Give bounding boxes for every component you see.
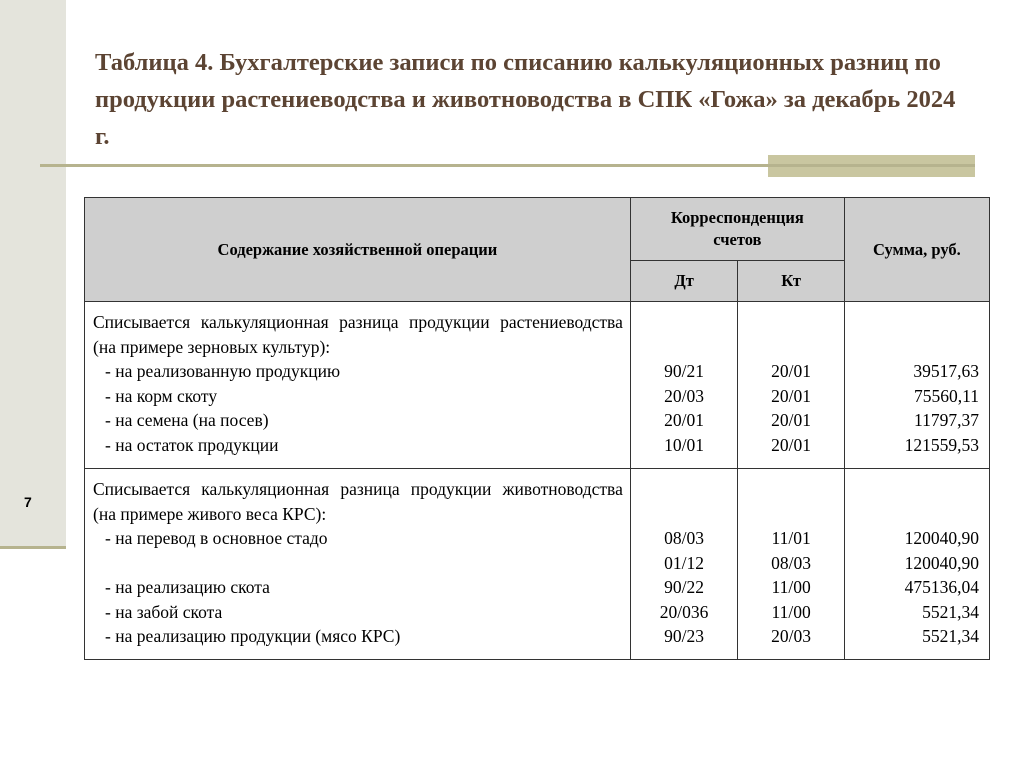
title-divider [40,164,975,167]
list-item: - на корм скоту [105,385,218,406]
credit-value: 20/01 [771,410,812,430]
table-row [85,469,990,660]
group-intro: Списывается калькуляционная разница продукции растениеводства (на примере зерновых культур): [93,312,623,357]
sum-value: 11797,37 [914,410,979,430]
group-intro: Списывается калькуляционная разница продукции животноводства (на примере живого веса КРС): [93,479,623,524]
debit-value: 20/03 [664,385,705,406]
sidebar-panel [0,0,66,548]
debit-value: 20/01 [664,410,705,430]
sum-value: 121559,53 [904,434,979,455]
list-item: - на перевод в основное стадо [105,528,328,548]
list-item: - на реализацию скота [105,577,270,597]
table-header-row [85,198,990,261]
debit-cell [630,302,738,469]
table-row [85,302,990,469]
page-number: 7 [24,494,32,510]
debit-value: 90/21 [664,361,705,381]
header-correspondence-label: Корреспонденция счетов [670,208,804,249]
debit-value: 10/01 [664,434,705,455]
sum-cell [844,469,989,660]
list-item: - на реализацию продукции (мясо КРС) [105,626,401,646]
header-sum: Сумма, руб. [844,198,989,302]
sum-value: 5521,34 [922,626,979,646]
debit-value: 08/03 [664,528,705,548]
debit-cell [630,469,738,660]
debit-value: 90/23 [664,626,705,646]
credit-value: 11/00 [771,577,811,597]
credit-value: 20/01 [771,361,812,381]
credit-cell [738,302,844,469]
sidebar-divider [0,546,66,549]
credit-value: 08/03 [771,552,812,573]
list-item: - на забой скота [105,601,223,622]
credit-value: 11/00 [771,601,811,622]
debit-value: 01/12 [664,552,705,573]
sum-value: 475136,04 [904,577,979,597]
sum-value: 120040,90 [904,528,979,548]
header-operation: Содержание хозяйственной операции [85,198,631,302]
operation-cell [85,302,631,469]
header-credit: Кт [738,261,844,302]
header-debit: Дт [630,261,738,302]
sum-value: 120040,90 [904,552,979,573]
operation-cell [85,469,631,660]
slide-title: Таблица 4. Бухгалтерские записи по списанию калькуляционных разниц по продукции растениеводства и животноводства в СПК «Гожа» за декабрь 2024 г. [95,49,956,150]
sum-value: 75560,11 [914,385,979,406]
sum-value: 5521,34 [922,601,979,622]
list-item [93,551,623,576]
credit-value: 20/01 [771,434,812,455]
debit-value: 20/036 [659,601,709,622]
credit-value: 20/01 [771,385,812,406]
sum-value: 39517,63 [913,361,979,381]
credit-cell [738,469,844,660]
debit-value: 90/22 [664,577,705,597]
header-correspondence [630,198,844,261]
credit-value: 11/01 [771,528,811,548]
accounting-table [84,197,990,660]
list-item: - на реализованную продукцию [105,361,341,381]
credit-value: 20/03 [771,626,812,646]
list-item: - на остаток продукции [105,434,279,455]
list-item: - на семена (на посев) [105,410,269,430]
sum-cell [844,302,989,469]
